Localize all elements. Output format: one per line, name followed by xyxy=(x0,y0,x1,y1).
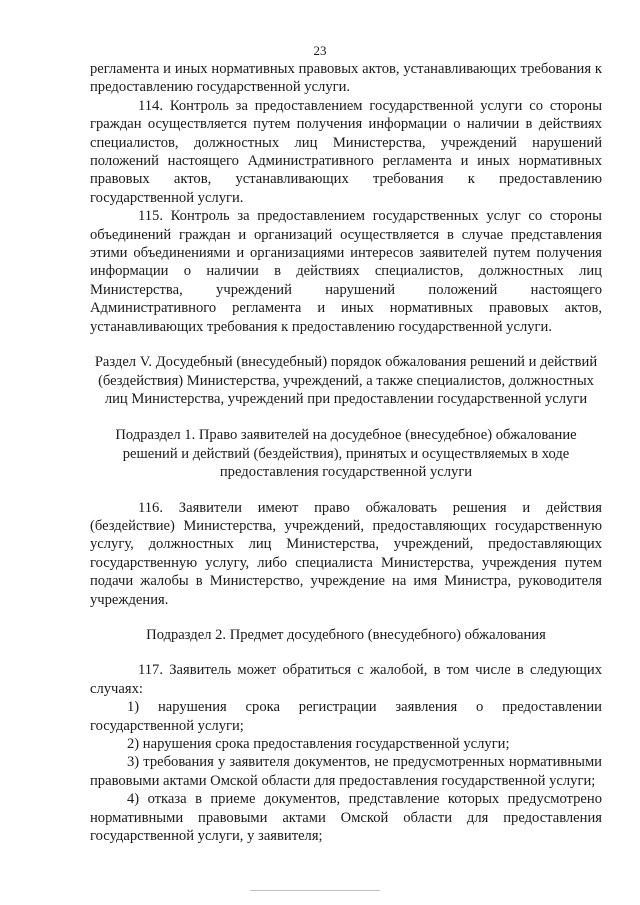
scan-artifact-line xyxy=(250,890,380,891)
document-body xyxy=(90,60,602,845)
page-number: 23 xyxy=(313,43,327,58)
paragraph-114: 114. Контроль за предоставлением государственной услуги со стороны граждан осуществляется путем получения информации о наличии в действиях специалистов, должностных лиц Министерства, учреждений нарушений положений настоящего Административного регламента и иных нормативных правовых актов, устанавливающих требования к предоставлению государственной услуги. xyxy=(90,97,602,206)
list-item-2: 2) нарушения срока предоставления государственной услуги; xyxy=(127,736,510,752)
list-item-4: 4) отказа в приеме документов, представление которых предусмотрено нормативными правовыми актами Омской области для предоставления государственной услуги, у заявителя; xyxy=(90,791,602,845)
list-item-1: 1) нарушения срока регистрации заявления о предоставлении государственной услуги; xyxy=(90,699,602,734)
paragraph-117: 117. Заявитель может обратиться с жалобой, в том числе в следующих случаях: xyxy=(90,662,602,697)
paragraph-intro-continuation: регламента и иных нормативных правовых актов, устанавливающих требования к предоставлению государственной услуги. xyxy=(90,61,602,96)
subsection-2-heading: Подраздел 2. Предмет досудебного (внесудебного) обжалования xyxy=(146,626,546,643)
paragraph-115: 115. Контроль за предоставлением государственных услуг со стороны объединений граждан и организаций осуществляется в случае представления этими объединениями и организациями интересов заявителей путем получения информации о наличии в действиях специалистов, должностных лиц Министерства, учреждений нарушений положений настоящего Административного регламента и иных нормативных правовых актов, устанавливающих требования к предоставлению государственной услуги. xyxy=(90,208,602,335)
list-item-3: 3) требования у заявителя документов, не предусмотренных нормативными правовыми актами Омской области для предоставления государственной услуги; xyxy=(90,754,602,789)
subsection-1-heading: Подраздел 1. Право заявителей на досудебное (внесудебное) обжалование решений и действий (бездействия), принятых и осуществляемых в ходе предоставления государственной услуги xyxy=(115,427,577,481)
paragraph-116: 116. Заявители имеют право обжаловать решения и действия (бездействие) Министерства, учреждений, предоставляющих государственную услугу, должностных лиц Министерства, учреждений, предоставляющих государственную услугу, либо специалиста Министерства, учреждения путем подачи жалобы в Министерство, учреждение на имя Министра, руководителя учреждения. xyxy=(90,499,602,608)
section-5-heading: Раздел V. Досудебный (внесудебный) порядок обжалования решений и действий (бездействия) Министерства, учреждений, а также специалистов, должностных лиц Министерства, учреждений при предоставлении государственной услуги xyxy=(94,354,598,407)
